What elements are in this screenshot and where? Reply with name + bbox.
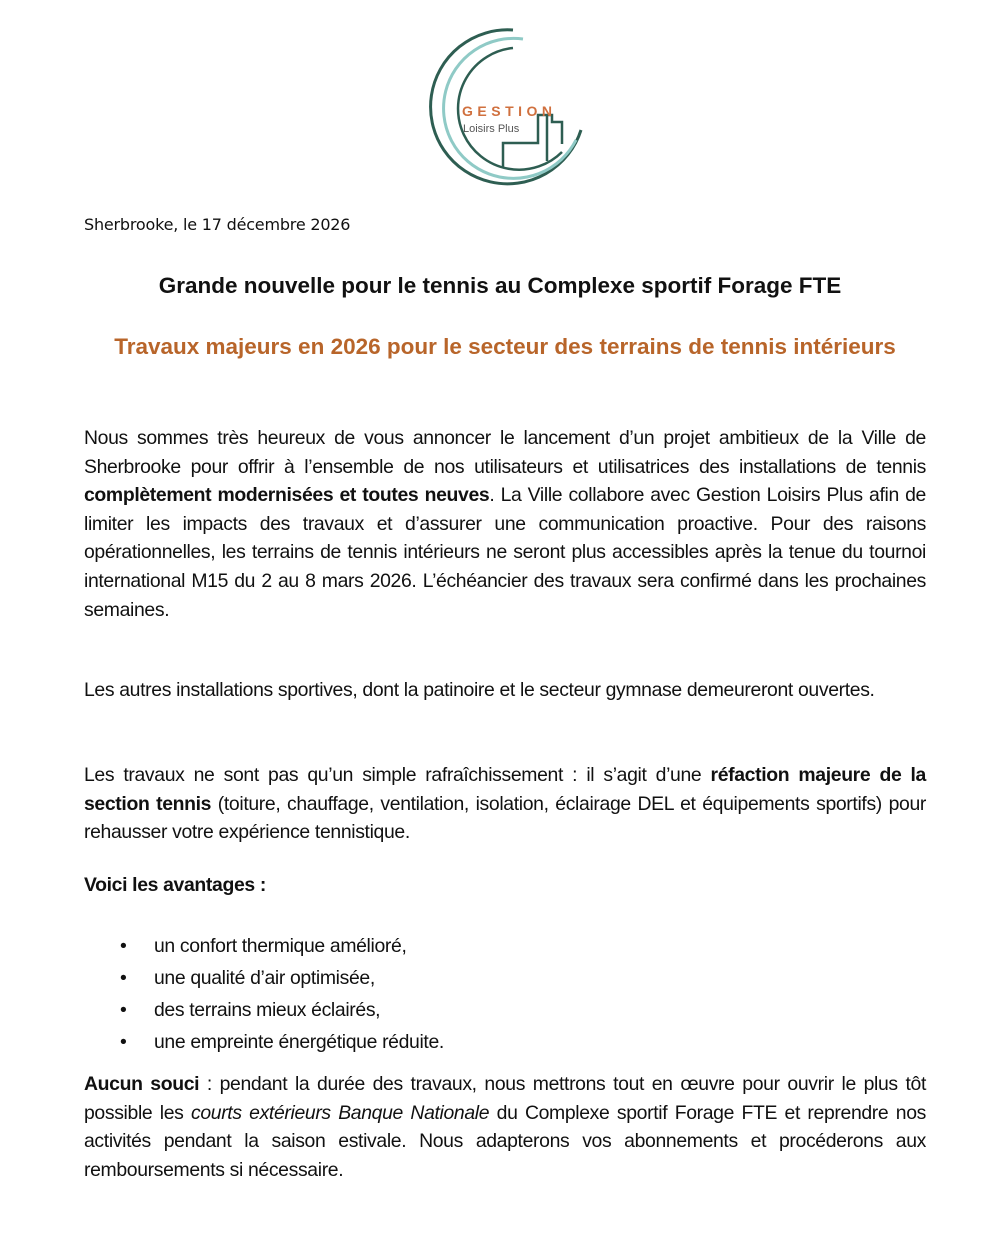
bullet-icon: •: [120, 999, 127, 1021]
gestion-loisirs-plus-logo: [425, 22, 595, 192]
paragraph-no-worries: [84, 1070, 926, 1184]
bullet-icon: •: [120, 935, 127, 957]
paragraph-intro-text-1: Nous sommes très heureux de vous annoncer le lancement d’un projet ambitieux de la Ville de Sherbrooke pour offrir à l’ensemble de nos utilisateurs et utilisatrices des installations de tennis: [84, 427, 926, 478]
list-item-text: une empreinte énergétique réduite.: [154, 1031, 444, 1053]
list-item-text: des terrains mieux éclairés,: [154, 999, 381, 1021]
paragraph-intro: [84, 424, 926, 624]
paragraph-no-worries-italic: courts extérieurs Banque Nationale: [190, 1101, 490, 1124]
date-line: Sherbrooke, le 17 décembre 2026: [84, 215, 351, 234]
paragraph-other-facilities: Les autres installations sportives, dont la patinoire et le secteur gymnase demeureront ouvertes.: [84, 679, 875, 701]
paragraph-no-worries-text-1: : pendant la durée des travaux, nous mettrons tout en œuvre pour ouvrir le plus tôt possible les: [84, 1073, 926, 1124]
bullet-icon: •: [120, 1031, 127, 1053]
paragraph-works: [84, 761, 926, 847]
bullet-icon: •: [120, 967, 127, 989]
paragraph-intro-text-2: . La Ville collabore avec Gestion Loisirs Plus afin de limiter les impacts des travaux et d’assurer une communication proactive. Pour des raisons opérationnelles, les terrains de tennis intérieurs ne seront plus accessibles après la tenue du tournoi international M15 du 2 au 8 mars 2026. L’échéancier des travaux sera confirmé dans les prochaines semaines.: [84, 484, 926, 621]
list-item: [84, 1026, 444, 1058]
list-item-text: une qualité d’air optimisée,: [154, 967, 375, 989]
advantages-list: [84, 930, 444, 1058]
list-item: [84, 962, 444, 994]
paragraph-no-worries-bold: Aucun souci: [84, 1073, 200, 1095]
logo-gestion-text: GESTION: [462, 103, 557, 119]
paragraph-works-text-2: (toiture, chauffage, ventilation, isolation, éclairage DEL et équipements sportifs) pour rehausser votre expérience tennistique.: [84, 792, 926, 844]
headline: Grande nouvelle pour le tennis au Complexe sportif Forage FTE: [158, 273, 842, 298]
paragraph-works-bold: réfaction majeure de la section tennis: [84, 764, 926, 815]
list-item-text: un confort thermique amélioré,: [154, 935, 407, 957]
logo-loisirs-plus-text: Loisirs Plus: [463, 123, 520, 135]
paragraph-intro-bold: complètement modernisées et toutes neuves: [84, 484, 490, 507]
subheadline: Travaux majeurs en 2026 pour le secteur des terrains de tennis intérieurs: [114, 334, 896, 359]
logo-graphic: [425, 22, 595, 192]
list-item: [84, 994, 444, 1026]
advantages-title: Voici les avantages :: [84, 874, 266, 896]
paragraph-works-text-1: Les travaux ne sont pas qu’un simple rafraîchissement : il s’agit d’une: [84, 764, 711, 786]
paragraph-no-worries-text-2: du Complexe sportif Forage FTE et reprendre nos activités pendant la saison estivale. Nous adapterons vos abonnements et procéderons aux remboursements si nécessaire.: [84, 1101, 927, 1181]
list-item: [84, 930, 444, 962]
